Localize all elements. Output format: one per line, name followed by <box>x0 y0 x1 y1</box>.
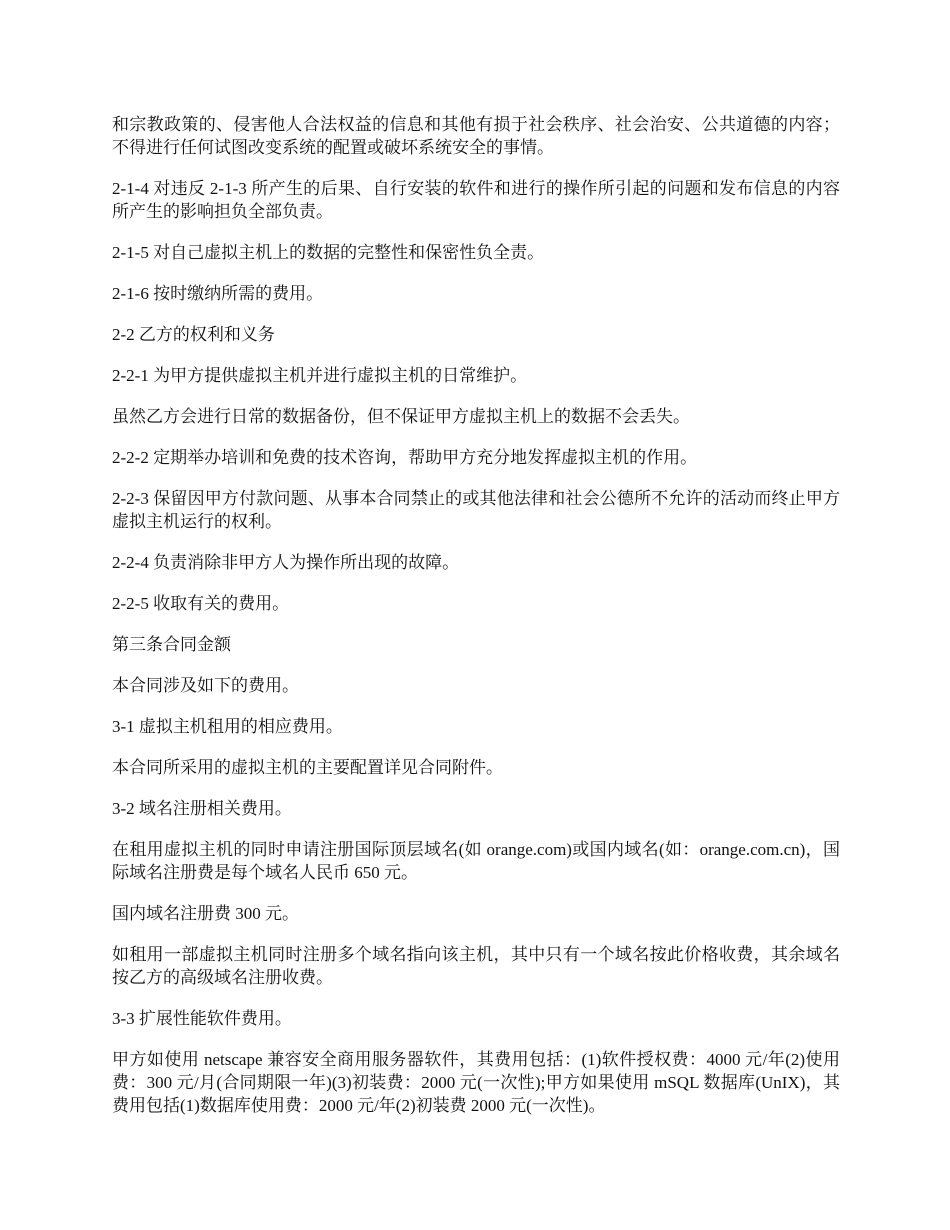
section-heading: 2-2 乙方的权利和义务 <box>112 325 275 344</box>
paragraph: 2-2-2 定期举办培训和免费的技术咨询，帮助甲方充分地发挥虚拟主机的作用。 <box>112 448 698 467</box>
paragraph: 2-2-5 收取有关的费用。 <box>112 594 290 613</box>
paragraph: 2-1-5 对自己虚拟主机上的数据的完整性和保密性负全责。 <box>112 243 545 262</box>
paragraph: 2-2-3 保留因甲方付款问题、从事本合同禁止的或其他法律和社会公德所不允许的活动而终止甲方虚拟主机运行的权利。 <box>112 489 840 531</box>
paragraph: 甲方如使用 netscape 兼容安全商用服务器软件，其费用包括：(1)软件授权费：4000 元/年(2)使用费：300 元/月(合同期限一年)(3)初装费：2000 元(一次性);甲方如果使用 mSQL 数据库(UnIX)，其费用包括(1)数据库使用费：2000 元/年(2)初装费 2000 元(一次性)。 <box>112 1050 840 1115</box>
paragraph: 2-2-1 为甲方提供虚拟主机并进行虚拟主机的日常维护。 <box>112 366 528 385</box>
paragraph: 3-3 扩展性能软件费用。 <box>112 1009 292 1028</box>
paragraph: 和宗教政策的、侵害他人合法权益的信息和其他有损于社会秩序、社会治安、公共道德的内容；不得进行任何试图改变系统的配置或破坏系统安全的事情。 <box>112 115 840 157</box>
paragraph: 2-1-6 按时缴纳所需的费用。 <box>112 284 324 303</box>
paragraph: 在租用虚拟主机的同时申请注册国际顶层域名(如 orange.com)或国内域名(如：orange.com.cn)，国际域名注册费是每个域名人民币 650 元。 <box>112 840 840 882</box>
paragraph: 2-2-4 负责消除非甲方人为操作所出现的故障。 <box>112 553 460 572</box>
paragraph: 3-1 虚拟主机租用的相应费用。 <box>112 717 343 736</box>
paragraph: 虽然乙方会进行日常的数据备份，但不保证甲方虚拟主机上的数据不会丢失。 <box>112 407 690 426</box>
paragraph: 国内域名注册费 300 元。 <box>112 904 299 923</box>
paragraph: 如租用一部虚拟主机同时注册多个域名指向该主机，其中只有一个域名按此价格收费，其余域名按乙方的高级域名注册收费。 <box>112 945 840 987</box>
paragraph: 3-2 域名注册相关费用。 <box>112 799 292 818</box>
paragraph: 2-1-4 对违反 2-1-3 所产生的后果、自行安装的软件和进行的操作所引起的问题和发布信息的内容所产生的影响担负全部负责。 <box>112 179 840 221</box>
article-heading: 第三条合同金额 <box>112 635 231 654</box>
paragraph: 本合同涉及如下的费用。 <box>112 676 299 695</box>
paragraph: 本合同所采用的虚拟主机的主要配置详见合同附件。 <box>112 758 503 777</box>
